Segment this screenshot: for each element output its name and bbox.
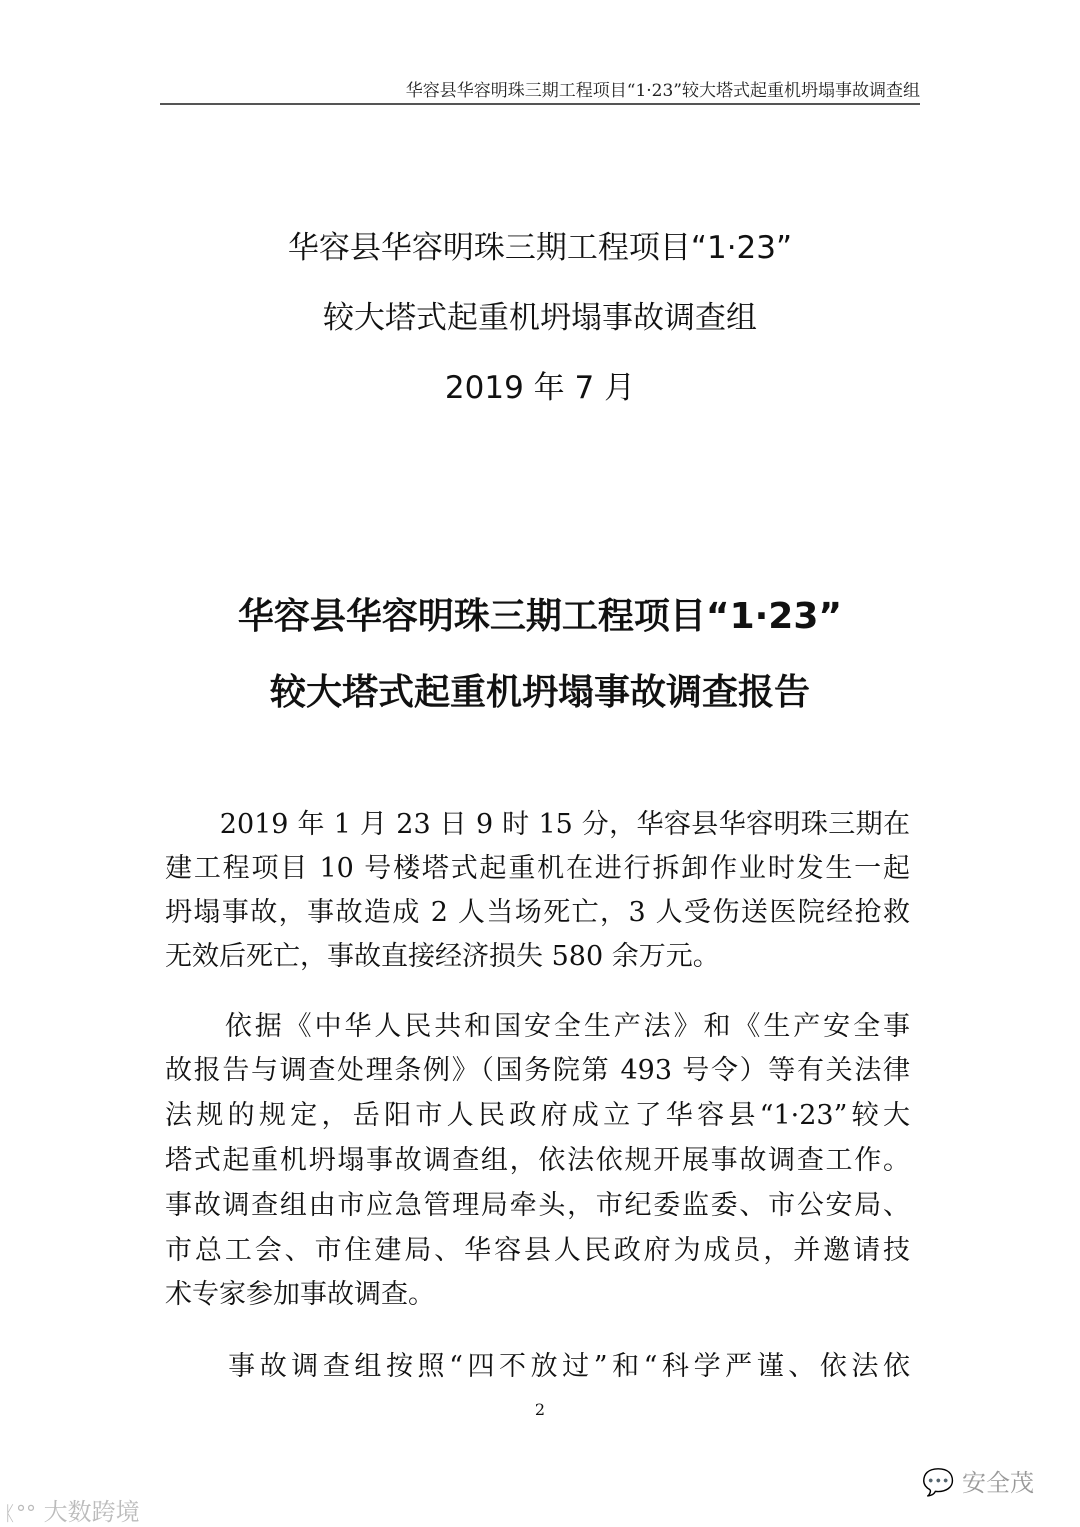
watermark-right [922,1463,1034,1498]
body-line: 坍塌事故，事故造成 2 人当场死亡，3 人受伤送医院经抢救 [165,897,910,928]
body-line: 术专家参加事故调查。 [165,1279,435,1310]
report-title-line2: 较大塔式起重机坍塌事故调查报告 [269,672,810,713]
logo-icon: ᛕ°° [4,1501,36,1525]
body-line: 事故调查组由市应急管理局牵头，市纪委监委、市公安局、 [165,1190,910,1221]
body-line: 2019 年 1 月 23 日 9 时 15 分，华容县华容明珠三期在 [165,809,910,840]
body-line: 法规的规定，岳阳市人民政府成立了华容县“1·23”较大 [165,1100,910,1131]
body-line: 市总工会、市住建局、华容县人民政府为成员，并邀请技 [165,1235,910,1266]
body-line: 塔式起重机坍塌事故调查组，依法依规开展事故调查工作。 [165,1145,910,1176]
watermark-left [4,1492,140,1527]
cover-title-line1: 华容县华容明珠三期工程项目“1·23” [287,230,793,266]
body-line: 事故调查组按照“四不放过”和“科学严谨、依法依 [165,1351,910,1382]
cover-date: 2019 年 7 月 [444,370,636,406]
cover-title-line2: 较大塔式起重机坍塌事故调查组 [323,300,757,336]
page-number: 2 [534,1400,546,1419]
body-line: 无效后死亡，事故直接经济损失 580 余万元。 [165,941,720,972]
body-line: 故报告与调查处理条例》（国务院第 493 号令）等有关法律 [165,1055,910,1086]
watermark-left-text: 大数跨境 [43,1498,140,1526]
wechat-icon: 💬 [922,1468,955,1498]
header-divider [160,103,920,105]
watermark-right-text: 安全茂 [962,1469,1035,1497]
running-header: 华容县华容明珠三期工程项目“1·23”较大塔式起重机坍塌事故调查组 [405,81,920,101]
report-title-line1: 华容县华容明珠三期工程项目“1·23” [237,596,843,637]
body-line: 建工程项目 10 号楼塔式起重机在进行拆卸作业时发生一起 [165,853,910,884]
body-line: 依据《中华人民共和国安全生产法》和《生产安全事 [165,1011,910,1042]
